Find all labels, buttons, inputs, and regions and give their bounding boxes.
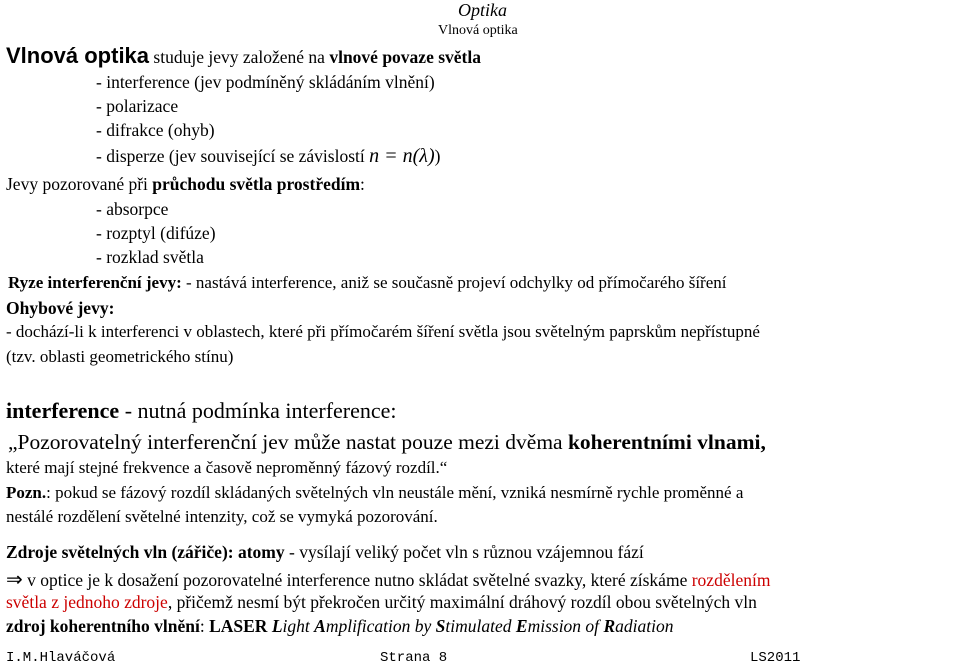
jevy-text: Jevy pozorované při — [6, 174, 153, 194]
pozn-line-1 — [6, 483, 743, 503]
pozn-heading: Pozn. — [6, 483, 47, 502]
interference-line — [6, 398, 397, 424]
disperze-close: ) — [434, 146, 441, 166]
ohyb-line-1: - dochází-li k interferenci v oblastech, které při přímočarém šíření světla jsou světelným paprskům nepřístupné — [6, 322, 760, 341]
intro-line — [6, 43, 481, 69]
zdroje-l2-red: rozdělením — [691, 570, 771, 590]
laser-expansion: Light Amplification by Stimulated Emission of Radiation — [271, 616, 674, 636]
zdroje-line-1 — [6, 542, 644, 563]
pozn-text: : pokud se fázový rozdíl skládaných světelných vln neustále mění, vzniká nesmírně rychle proměnné a — [46, 483, 744, 502]
intro-bold: vlnové povaze světla — [329, 47, 481, 67]
quote-line-1 — [8, 430, 766, 455]
intro-text: studuje jevy založené na — [149, 47, 330, 67]
ryze-text: - nastává interference, aniž se současně projeví odchylky od přímočarého šíření — [181, 273, 727, 292]
footer-author: I.M.Hlaváčová — [6, 650, 116, 666]
ohyb-heading: Ohybové jevy: — [6, 298, 115, 318]
jevy-colon: : — [360, 174, 365, 194]
zdroje-l3-text: , přičemž nesmí být překročen určitý maximální dráhový rozdíl obou světelných vln — [167, 592, 757, 612]
jevy-bold: průchodu světla prostředím — [152, 174, 361, 194]
header-subtitle: Vlnová optika — [438, 23, 518, 38]
ohyb-line-2: (tzv. oblasti geometrického stínu) — [6, 347, 234, 366]
laser-colon: : — [199, 616, 210, 636]
intro-item-disperze — [96, 145, 440, 168]
zdroje-line-3 — [6, 592, 757, 613]
interference-rest: - nutná podmínka interference: — [119, 398, 397, 423]
zdroje-l2-text: v optice je k dosažení pozorovatelné interference nutno skládat světelné svazky, které získáme — [22, 570, 692, 590]
zdroje-l3-red: světla z jednoho zdroje — [6, 592, 168, 612]
footer-page: Strana 8 — [380, 650, 448, 666]
dispersion-formula: n = n(λ) — [369, 145, 435, 167]
jevy-item-rozptyl: - rozptyl (difúze) — [96, 223, 216, 243]
ryze-line — [8, 273, 726, 293]
laser-label: zdroj koherentního vlnění — [6, 616, 200, 636]
footer-term: LS2011 — [750, 650, 801, 666]
zdroje-line-4 — [6, 616, 673, 637]
intro-item-difrakce: - difrakce (ohyb) — [96, 120, 215, 140]
zdroje-bold: Zdroje světelných vln (zářiče): atomy — [6, 542, 285, 562]
zdroje-rest: - vysílají veliký počet vln s různou vzájemnou fází — [284, 542, 644, 562]
quote-line-2: které mají stejné frekvence a časově neproměnný fázový rozdíl.“ — [6, 458, 448, 477]
laser-acronym: LASER — [209, 616, 268, 636]
quote-bold: koherentními vlnami, — [567, 430, 766, 454]
intro-item-polarizace: - polarizace — [96, 96, 179, 116]
jevy-item-absorpce: - absorpce — [96, 199, 169, 219]
header-title: Optika — [458, 0, 507, 20]
ryze-heading: Ryze interferenční jevy: — [8, 273, 182, 292]
zdroje-line-2 — [6, 567, 770, 592]
intro-heading: Vlnová optika — [6, 43, 150, 68]
disperze-text: - disperze (jev související se závislostí — [96, 146, 370, 166]
jevy-line — [6, 174, 365, 195]
quote-text: „Pozorovatelný interferenční jev může nastat pouze mezi dvěma — [8, 430, 568, 454]
jevy-item-rozklad: - rozklad světla — [96, 247, 204, 267]
pozn-line-2: nestálé rozdělení světelné intenzity, což se vymyká pozorování. — [6, 507, 438, 526]
implies-arrow-icon: ⇒ — [6, 569, 23, 591]
intro-item-interference: - interference (jev podmíněný skládáním vlnění) — [96, 72, 435, 92]
interference-heading: interference — [6, 398, 120, 423]
